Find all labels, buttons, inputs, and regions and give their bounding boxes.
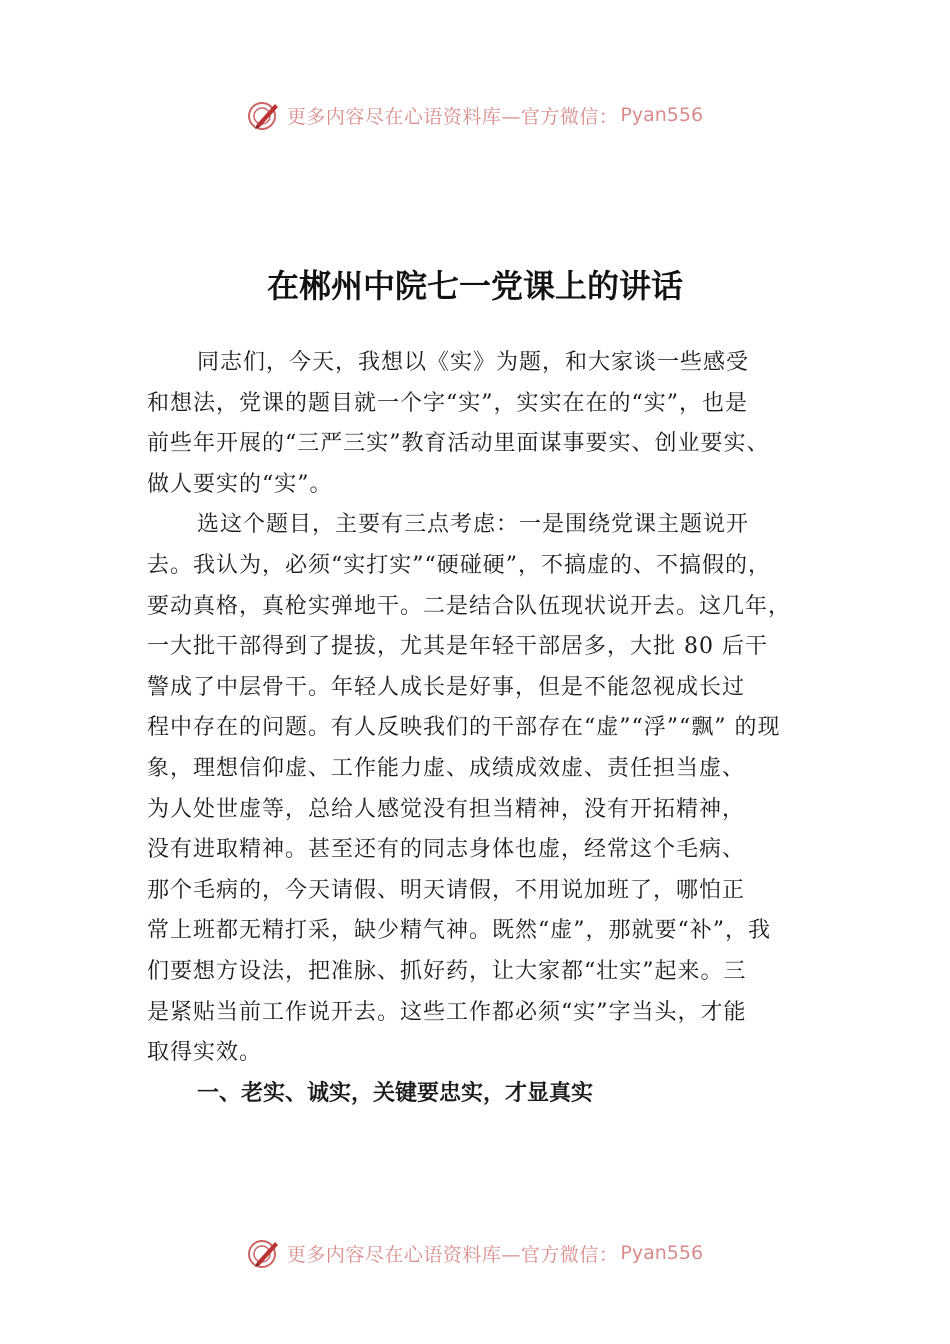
paragraph-1 <box>147 343 807 505</box>
paragraph-line: 程中存在的问题。有人反映我们的干部存在“虚”“浮”“飘” 的现 <box>147 715 781 741</box>
document-title: 在郴州中院七一党课上的讲话 <box>266 267 683 305</box>
watermark-wechat-id: Pyan556 <box>620 1242 704 1264</box>
document-body <box>147 343 807 1114</box>
paragraph-line: 要动真格，真枪实弹地干。二是结合队伍现状说开去。这几年， <box>147 593 792 619</box>
section-heading-1: 一、老实、诚实，关键要忠实，才显真实 <box>197 1080 594 1106</box>
watermark-header <box>0 95 950 135</box>
paragraph-line: 象，理想信仰虚、工作能力虚、成绩成效虚、责任担当虚、 <box>147 755 746 781</box>
watermark-wechat-id: Pyan556 <box>620 104 704 126</box>
paragraph-2 <box>147 505 807 1073</box>
watermark-footer <box>0 1233 950 1273</box>
paragraph-line: 取得实效。 <box>147 1040 263 1066</box>
paragraph-line: 选这个题目，主要有三点考虑：一是围绕党课主题说开 <box>197 512 750 538</box>
paragraph-line: 们要想方设法，把准脉、抓好药，让大家都“壮实”起来。三 <box>147 958 747 984</box>
paragraph-line: 一大批干部得到了提拔，尤其是年轻干部居多，大批 80 后干 <box>147 634 768 660</box>
paragraph-line: 和想法，党课的题目就一个字“实”，实实在在的“实”，也是 <box>147 390 748 416</box>
watermark-text: 更多内容尽在心语资料库—官方微信： <box>286 1243 619 1266</box>
paragraph-line: 没有进取精神。甚至还有的同志身体也虚，经常这个毛病、 <box>147 837 746 863</box>
pen-seal-icon <box>247 98 281 132</box>
paragraph-line: 去。我认为，必须“实打实”“硬碰硬”，不搞虚的、不搞假的， <box>147 552 771 578</box>
paragraph-line: 做人要实的“实”。 <box>147 471 333 497</box>
paragraph-line: 前些年开展的“三严三实”教育活动里面谋事要实、创业要实、 <box>147 431 770 457</box>
paragraph-line: 同志们，今天，我想以《实》为题，和大家谈一些感受 <box>197 350 750 375</box>
paragraph-line: 为人处世虚等，总给人感觉没有担当精神，没有开拓精神， <box>147 796 746 822</box>
paragraph-line: 警成了中层骨干。年轻人成长是好事，但是不能忽视成长过 <box>147 674 746 700</box>
pen-seal-icon <box>247 1236 281 1270</box>
paragraph-line: 那个毛病的，今天请假、明天请假，不用说加班了，哪怕正 <box>147 877 746 903</box>
paragraph-line: 常上班都无精打采，缺少精气神。既然“虚”，那就要“补”，我 <box>147 918 771 944</box>
watermark-text: 更多内容尽在心语资料库—官方微信： <box>286 105 619 128</box>
paragraph-line: 是紧贴当前工作说开去。这些工作都必须“实”字当头，才能 <box>147 999 747 1025</box>
